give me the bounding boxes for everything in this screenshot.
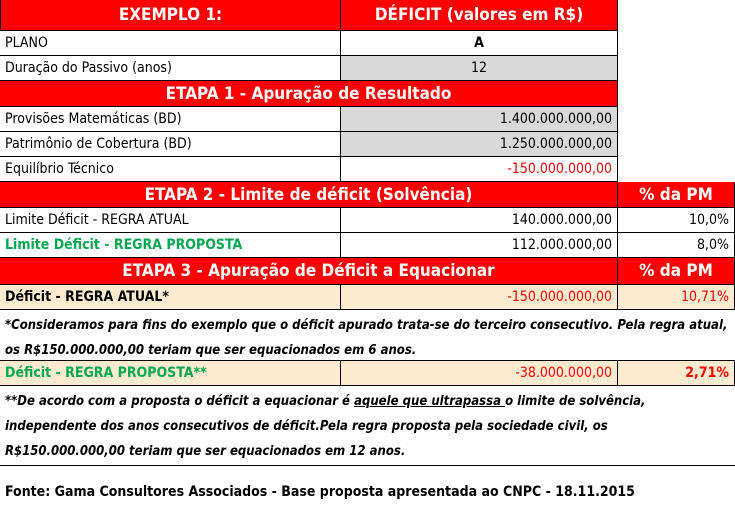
etapa3-pct-header: % da PM xyxy=(618,258,735,285)
etapa1-title: ETAPA 1 - Apuração de Resultado xyxy=(0,81,618,107)
plano-value: A xyxy=(341,31,618,56)
etapa2-pct-header: % da PM xyxy=(618,182,735,208)
deficit-atual-label: Déficit - REGRA ATUAL* xyxy=(0,285,341,310)
note-regra-proposta xyxy=(0,386,735,466)
provisoes-value: 1.400.000.000,00 xyxy=(341,107,618,132)
limite-atual-label: Limite Déficit - REGRA ATUAL xyxy=(0,208,341,233)
source-caption: Fonte: Gama Consultores Associados - Base proposta apresentada ao CNPC - 18.11.2015 xyxy=(5,484,635,500)
duracao-label: Duração do Passivo (anos) xyxy=(0,56,341,81)
deficit-atual-value: -150.000.000,00 xyxy=(341,285,618,310)
header-subtitle: DÉFICIT (valores em R$) xyxy=(341,0,618,31)
equilibrio-value: -150.000.000,00 xyxy=(341,157,618,182)
note-regra-atual: *Consideramos para fins do exemplo que o déficit apurado trata-se do terceiro consecutivo. Pela regra atual, os R$150.000.000,00 teriam que ser equacionados em 6 anos. xyxy=(0,310,735,361)
header-title: EXEMPLO 1: xyxy=(0,0,341,31)
limite-proposta-value: 112.000.000,00 xyxy=(341,233,618,258)
limite-atual-pct: 10,0% xyxy=(618,208,735,233)
deficit-proposta-value: -38.000.000,00 xyxy=(341,361,618,386)
patrimonio-value: 1.250.000.000,00 xyxy=(341,132,618,157)
patrimonio-label: Patrimônio de Cobertura (BD) xyxy=(0,132,341,157)
provisoes-label: Provisões Matemáticas (BD) xyxy=(0,107,341,132)
note2-underlined: aquele que ultrapassa xyxy=(354,394,506,409)
note2-part-b: o limite de solvência, independente dos anos consecutivos de déficit.Pela regra proposta pela sociedade civil, os R$150.000.000,00 teriam que ser equacionados em 12 anos. xyxy=(5,394,646,459)
limite-atual-value: 140.000.000,00 xyxy=(341,208,618,233)
deficit-proposta-label: Déficit - REGRA PROPOSTA** xyxy=(0,361,341,386)
limite-proposta-pct: 8,0% xyxy=(618,233,735,258)
etapa2-title: ETAPA 2 - Limite de déficit (Solvência) xyxy=(0,182,618,208)
limite-proposta-label: Limite Déficit - REGRA PROPOSTA xyxy=(0,233,341,258)
plano-label: PLANO xyxy=(0,31,341,56)
deficit-proposta-pct: 2,71% xyxy=(618,361,735,386)
etapa3-title: ETAPA 3 - Apuração de Déficit a Equacionar xyxy=(0,258,618,285)
equilibrio-label: Equilíbrio Técnico xyxy=(0,157,341,182)
duracao-value: 12 xyxy=(341,56,618,81)
note2-part-a: **De acordo com a proposta o déficit a equacionar é xyxy=(5,394,355,409)
deficit-atual-pct: 10,71% xyxy=(618,285,735,310)
